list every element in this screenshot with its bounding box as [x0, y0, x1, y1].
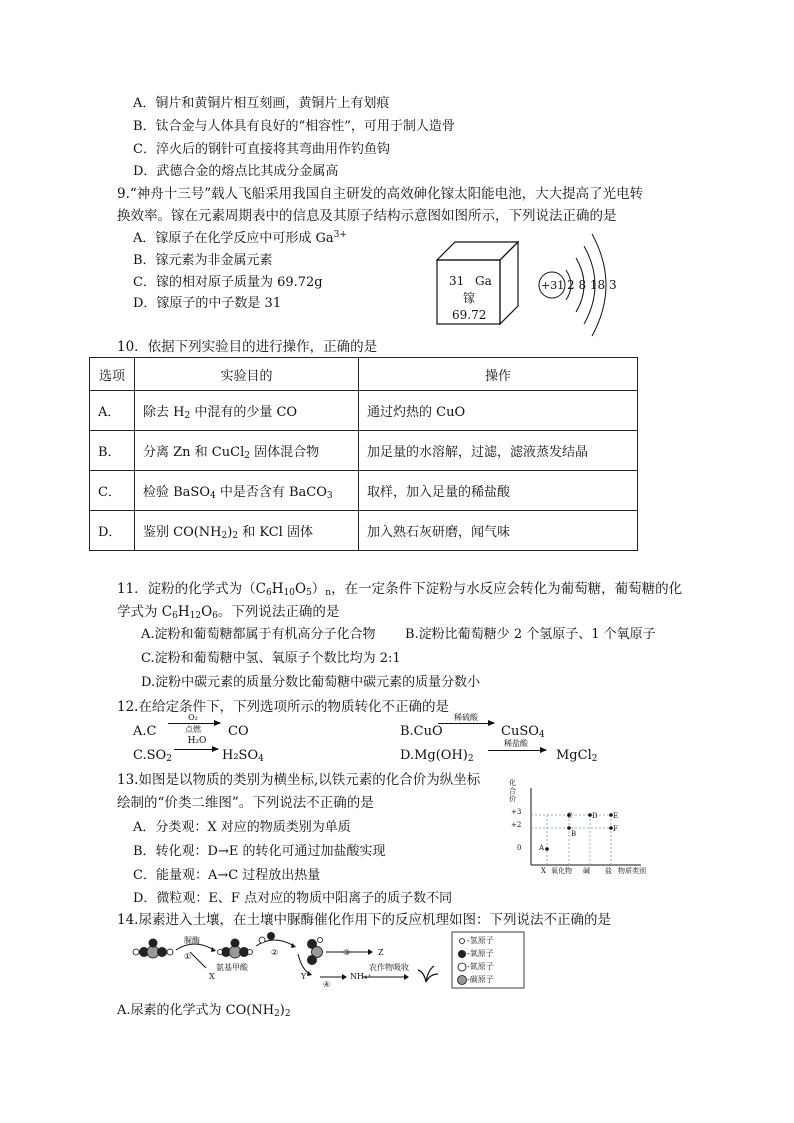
step-2: ② [271, 948, 279, 957]
table-row [90, 511, 638, 551]
q12-option-b-to: CuSO$_4$ [501, 724, 545, 740]
graph-ytick: +3 [511, 808, 522, 816]
q13-option-d: D．微粒观：E、F 点对应的物质中阳离子的质子数不同 [133, 891, 453, 906]
q11-option-a: A.淀粉和葡萄糖都属于有机高分子化合物 [141, 627, 376, 642]
q9-stem-line1: 9.“神舟十三号”载人飞船采用我国自主研发的高效砷化镓太阳能电池，大大提高了光电转 [117, 186, 644, 202]
header-goal: 实验目的 [135, 358, 359, 391]
z-label: Z [378, 948, 384, 957]
q12-a-arrow [168, 723, 220, 724]
element-mass: 69.72 [452, 308, 487, 322]
legend-carbon: -碳原子 [467, 975, 494, 984]
valence-category-graph [505, 778, 655, 878]
row-operation: 取样，加入足量的稀盐酸 [359, 471, 638, 511]
row-option: A． [90, 391, 135, 431]
graph-xtick: 碱 [583, 867, 590, 875]
nh4-label: NH₄⁺ [350, 972, 372, 981]
q11-stem-line2: 学式为 $C_6H_{12}O_6$。下列说法正确的是 [117, 604, 340, 621]
element-number: 31 [449, 274, 465, 288]
legend-nitrogen: -氮原子 [467, 962, 494, 971]
q12-stem: 12.在给定条件下，下列选项所示的物质转化不正确的是 [117, 699, 449, 715]
q9-option-c: C．镓的相对原子质量为 69.72g [133, 275, 323, 290]
row-operation: 加入熟石灰研磨，闻气味 [359, 511, 638, 551]
q14-option-a: A.尿素的化学式为 $CO(NH_2)_2$ [117, 1003, 291, 1019]
q8-option-b: B．钛合金与人体具有良好的“相容性”，可用于制人造骨 [133, 119, 455, 134]
row-goal: 检验 BaSO$_4$ 中是否含有 BaCO$_3$ [135, 471, 359, 511]
carbamic-acid-molecule [218, 939, 253, 959]
header-operation: 操作 [359, 358, 638, 391]
header-option: 选项 [90, 358, 135, 391]
graph-ytick: 0 [517, 844, 522, 852]
q12-option-b-from: B.CuO [400, 724, 443, 739]
table-row [90, 431, 638, 471]
graph-xtick: 物质类别 [618, 867, 646, 875]
q12-option-a-to: CO [228, 724, 249, 739]
legend-oxygen: -氧原子 [467, 949, 494, 958]
graph-ytick: +2 [511, 821, 522, 829]
table-header-row [90, 358, 638, 391]
row-operation: 加足量的水溶解，过滤，滤液蒸发结晶 [359, 431, 638, 471]
atom-shells: 2 8 18 3 [567, 278, 617, 292]
legend-hydrogen: -氢原子 [467, 936, 494, 945]
q12-d-arrow [488, 750, 546, 751]
step-3: ③ [343, 948, 351, 957]
q9-option-b: B．镓元素为非金属元素 [133, 253, 273, 268]
q12-option-d-from: $D.Mg(OH)_2$ [400, 748, 474, 764]
row-option: C． [90, 471, 135, 511]
graph-point-label: E [613, 812, 619, 820]
graph-xtick: 盐 [605, 867, 612, 875]
row-goal: 鉴别 $CO(NH_2)_2$ 和 KCl 固体 [135, 511, 359, 551]
q12-option-d-to: MgCl$_2$ [556, 748, 598, 764]
q12-c-arrow [174, 749, 218, 750]
step-4: ④ [323, 980, 331, 989]
element-name: 镓 [463, 291, 476, 305]
q8-option-c: C．淬火后的钢针可直接将其弯曲用作钓鱼钩 [133, 142, 390, 157]
intermediate-molecule [307, 938, 323, 966]
q8-option-a: A．铜片和黄铜片相互刻画，黄铜片上有划痕 [133, 96, 390, 111]
q13-option-b: B．转化观：D→E 的转化可通过加盐酸实现 [133, 844, 386, 859]
q8-option-d: D．武德合金的熔点比其成分金属高 [133, 164, 339, 179]
q12-b-cond: 稀硫酸 [454, 713, 478, 722]
q14-stem: 14.尿素进入土壤，在土壤中脲酶催化作用下的反应机理如图：下列说法不正确的是 [117, 912, 611, 928]
enzyme-label: 脲酶 [184, 936, 200, 945]
row-operation: 通过灼热的 CuO [359, 391, 638, 431]
table-row [90, 471, 638, 511]
graph-point-label: B [571, 830, 577, 838]
q11-stem-line1: 11．淀粉的化学式为$(C_6H_{10}O_5)_n$，在一定条件下淀粉与水反应会转化为葡萄糖，葡萄糖的化 [117, 581, 683, 598]
urea-molecule [133, 939, 173, 959]
q12-c-cond: H₂O [187, 736, 207, 746]
graph-point-label: D [592, 812, 598, 820]
q9-stem-line2: 换效率。镓在元素周期表中的信息及其原子结构示意图如图所示，下列说法正确的是 [117, 208, 617, 224]
row-goal: 分离 Zn 和 CuCl$_2$ 固体混合物 [135, 431, 359, 471]
q9-option-d: D．镓原子的中子数是 31 [133, 296, 282, 311]
q12-option-c-from: $C.SO_2$ [133, 748, 172, 764]
row-option: B． [90, 431, 135, 471]
y-label: Y [301, 972, 307, 981]
q12-b-arrow [438, 723, 494, 724]
row-goal: 除去 $H_2$ 中混有的少量 CO [135, 391, 359, 431]
carbamic-acid-label: 氨基甲酸 [216, 963, 248, 972]
q9-option-a: A．镓原子在化学反应中可形成 $Ga^{3+}$ [133, 230, 347, 246]
q11-option-b: B.淀粉比葡萄糖少 2 个氢原子、1 个氧原子 [405, 627, 656, 642]
step-1: ① [184, 952, 192, 961]
q12-a-cond-bottom: 点燃 [185, 725, 201, 734]
q13-stem-line2: 绘制的“价类二维图”。下列说法不正确的是 [117, 795, 374, 811]
q12-a-cond-top: O₂ [188, 713, 198, 722]
q12-option-a-from: A.C [133, 724, 157, 739]
q10-table [89, 357, 638, 551]
q11-option-d: D.淀粉中碳元素的质量分数比葡萄糖中碳元素的质量分数小 [141, 675, 481, 690]
graph-xtick: X [541, 867, 546, 875]
q12-d-cond: 稀盐酸 [504, 739, 528, 748]
graph-point-label: F [613, 825, 618, 833]
q13-option-a: A．分类观：X 对应的物质类别为单质 [133, 820, 351, 835]
table-row [90, 391, 638, 431]
atom-nucleus: +31 [541, 279, 565, 292]
absorb-label: 农作物吸收 [369, 963, 409, 972]
q12-option-c-to: $H_2SO_4$ [222, 748, 264, 764]
element-symbol: Ga [475, 274, 492, 288]
q11-option-c: C.淀粉和葡萄糖中氢、氧原子个数比均为 2:1 [141, 651, 401, 666]
graph-xtick: 氧化物 [551, 867, 572, 875]
graph-point-label: C [567, 812, 573, 820]
graph-point-label: A [539, 844, 545, 852]
q13-option-c: C．能量观：A→C 过程放出热量 [133, 868, 321, 883]
q10-stem: 10．依据下列实验目的进行操作，正确的是 [117, 339, 378, 355]
q13-stem-line1: 13.如图是以物质的类别为横坐标,以铁元素的化合价为纵坐标 [117, 772, 481, 788]
graph-ylabel: 化合价 [509, 779, 516, 803]
row-option: D． [90, 511, 135, 551]
x-label: X [209, 972, 215, 981]
